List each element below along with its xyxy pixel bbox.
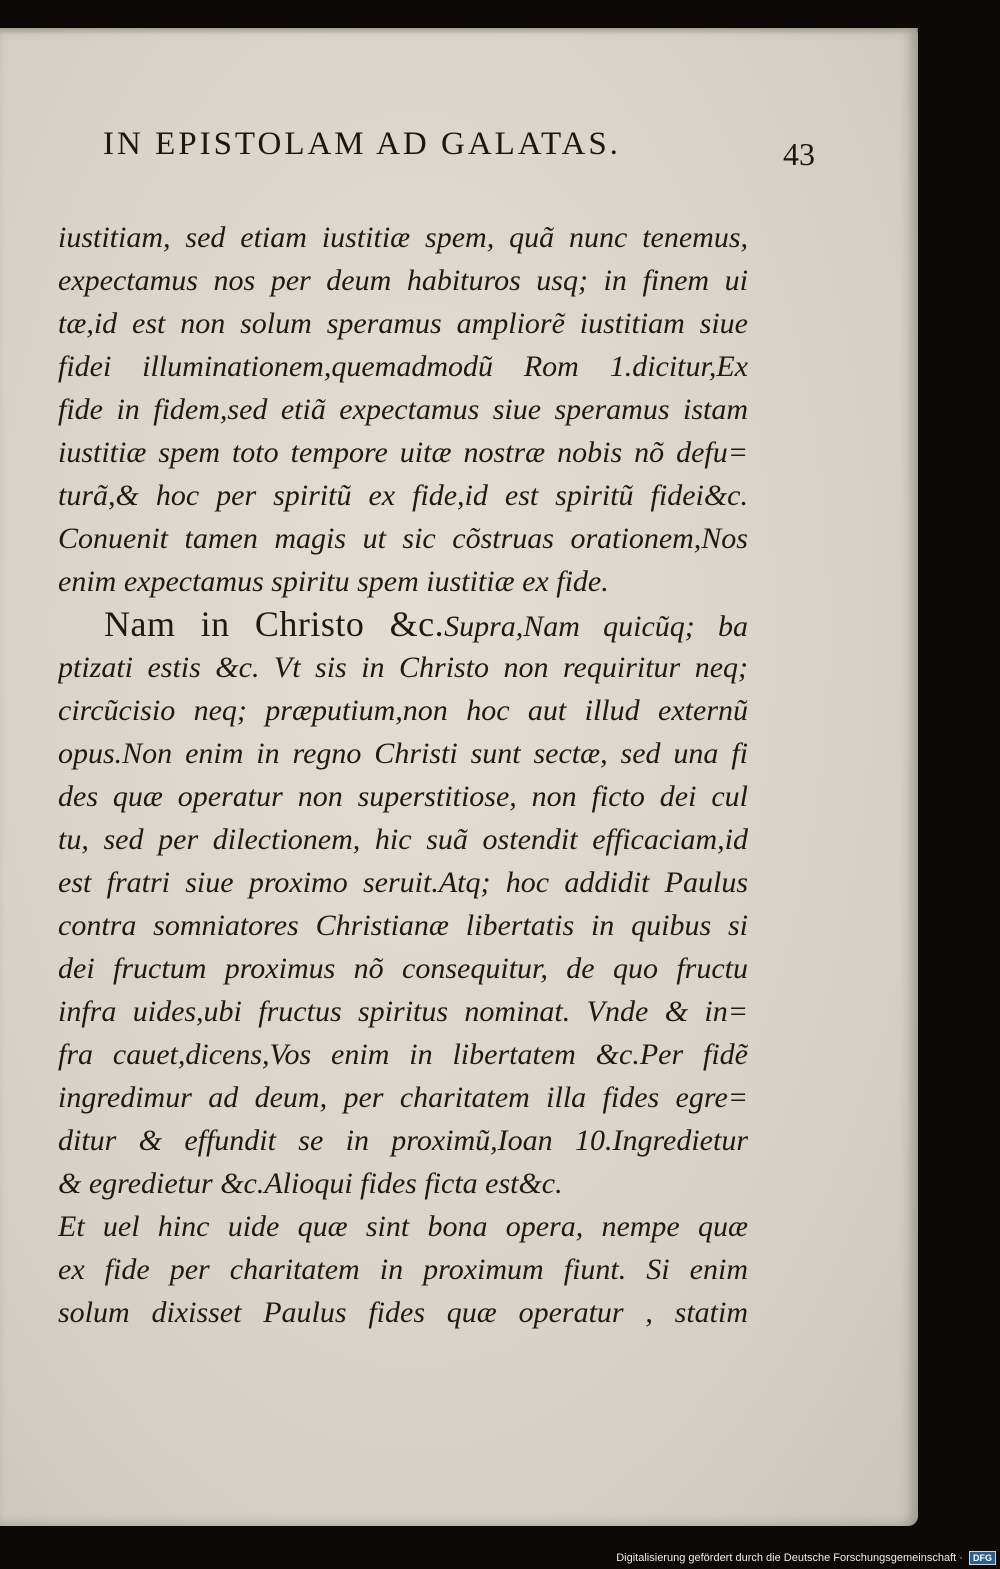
text-line: & egredietur &c.Alioqui fides ficta est&c. bbox=[58, 1167, 563, 1200]
page-number: 43 bbox=[783, 136, 815, 172]
page-edge-shadow bbox=[0, 28, 918, 34]
paragraph-lead-line bbox=[58, 603, 748, 646]
paragraph-lead: Nam in Christo &c. bbox=[104, 604, 445, 644]
text-line: turã,& hoc per spiritũ ex fide,id est spiritũ fidei&c. bbox=[58, 479, 748, 512]
dfg-logo-icon: DFG bbox=[969, 1551, 996, 1565]
text-line: ingredimur ad deum, per charitatem illa fides egre= bbox=[58, 1081, 748, 1114]
text-line: enim expectamus spiritu spem iustitiæ ex fide. bbox=[58, 565, 609, 598]
text-line: circũcisio neq; præputium,non hoc aut illud externũ bbox=[58, 694, 748, 727]
text-line: solum dixisset Paulus fides quæ operatur , statim bbox=[58, 1296, 748, 1329]
text-line: expectamus nos per deum habituros usq; in finem ui bbox=[58, 264, 748, 297]
text-line: opus.Non enim in regno Christi sunt sectæ, sed una fi bbox=[58, 737, 748, 770]
text-line: iustitiam, sed etiam iustitiæ spem, quã nunc tenemus, bbox=[58, 221, 748, 254]
text-line: fra cauet,dicens,Vos enim in libertatem &c.Per fidẽ bbox=[58, 1038, 748, 1071]
text-line: contra somniatores Christianæ libertatis in quibus si bbox=[58, 909, 748, 942]
page-header bbox=[103, 126, 823, 186]
text-line: fidei illuminationem,quemadmodũ Rom 1.dicitur,Ex bbox=[58, 350, 748, 383]
text-line: dei fructum proximus nõ consequitur, de quo fructu bbox=[58, 952, 748, 985]
text-line: des quæ operatur non superstitiose, non ficto dei cul bbox=[58, 780, 748, 813]
text-line: est fratri siue proximo seruit.Atq; hoc addidit Paulus bbox=[58, 866, 748, 899]
text-line: ex fide per charitatem in proximum fiunt. Si enim bbox=[58, 1253, 748, 1286]
separator-dot: · bbox=[959, 1552, 963, 1564]
text-line: ptizati estis &c. Vt sis in Christo non requiritur neq; bbox=[58, 651, 748, 684]
text-line: ditur & effundit se in proximũ,Ioan 10.Ingredietur bbox=[58, 1124, 748, 1157]
text-line: tu, sed per dilectionem, hic suã ostendit efficaciam,id bbox=[58, 823, 748, 856]
text-line: infra uides,ubi fructus spiritus nominat. Vnde & in= bbox=[58, 995, 748, 1028]
text-line: fide in fidem,sed etiã expectamus siue speramus istam bbox=[58, 393, 748, 426]
credit-text: Digitalisierung gefördert durch die Deutsche Forschungsgemeinschaft bbox=[616, 1552, 957, 1564]
digitization-credit bbox=[600, 1549, 996, 1567]
paragraph-lead-rest: Supra,Nam quicũq; ba bbox=[444, 610, 748, 643]
text-line: iustitiæ spem toto tempore uitæ nostræ nobis nõ defu= bbox=[58, 436, 748, 469]
book-page bbox=[0, 28, 918, 1526]
text-line: Et uel hinc uide quæ sint bona opera, nempe quæ bbox=[58, 1210, 748, 1243]
text-block bbox=[58, 216, 748, 1334]
text-line: tæ,id est non solum speramus ampliorẽ iustitiam siue bbox=[58, 307, 748, 340]
text-line: Conuenit tamen magis ut sic cõstruas orationem,Nos bbox=[58, 522, 748, 555]
running-title: IN EPISTOLAM AD GALATAS. bbox=[103, 126, 621, 162]
